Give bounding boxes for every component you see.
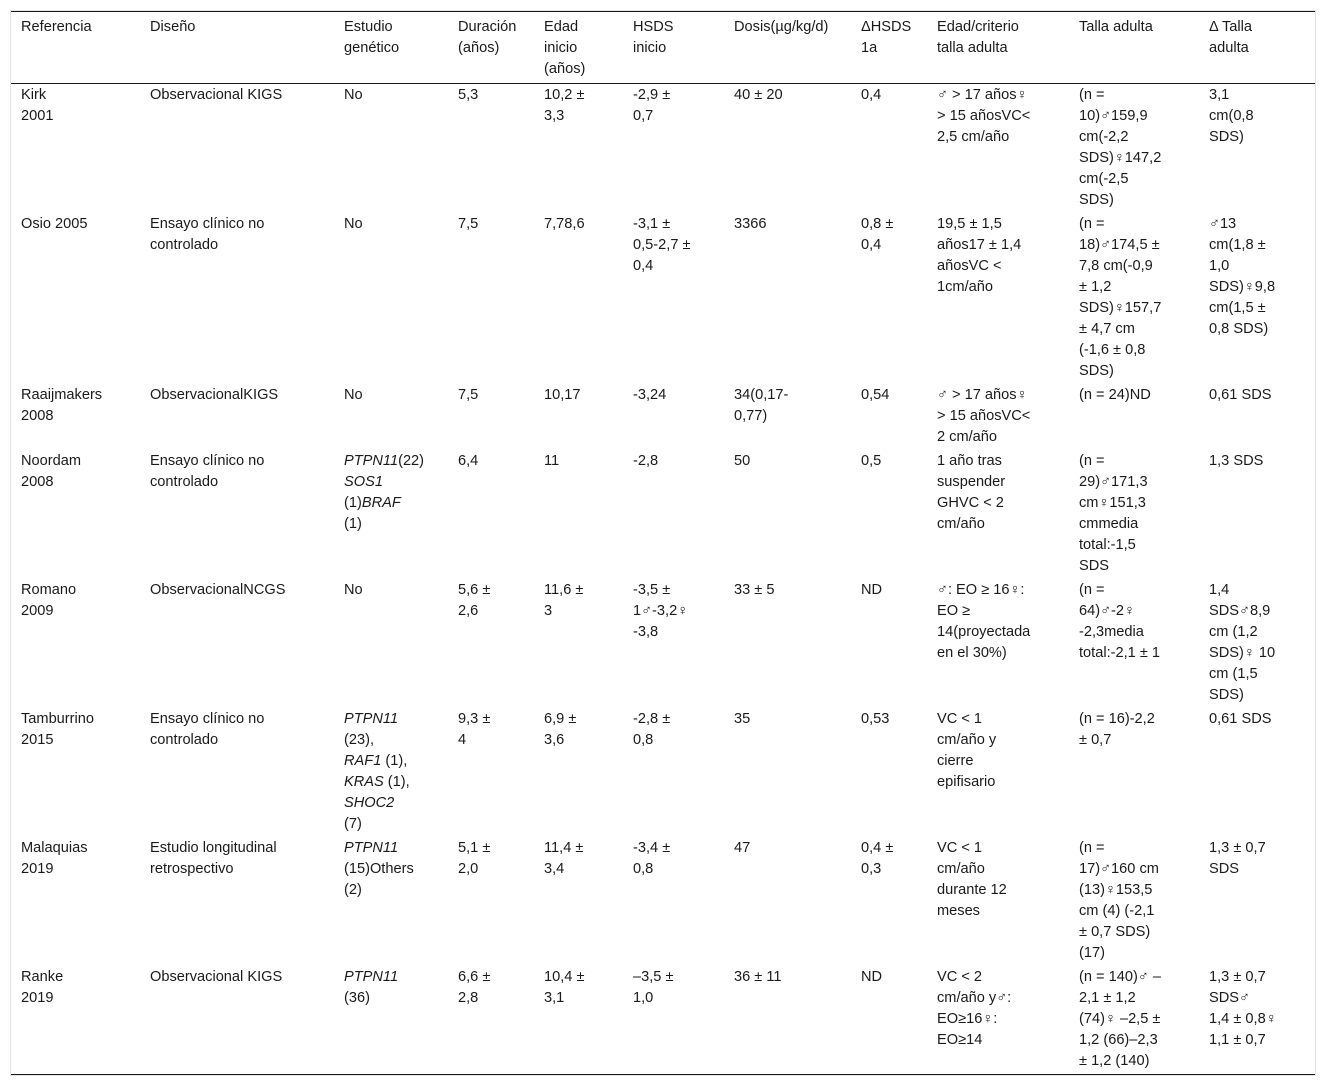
table-cell: VC < 2 cm/año y♂: EO≥16♀: EO≥14 xyxy=(927,966,1069,1075)
table-cell: 3366 xyxy=(734,216,767,232)
table-cell: No xyxy=(344,387,363,403)
table-cell: No xyxy=(344,216,363,232)
table-cell: (n = 17)♂160 cm (13)♀153,5 cm (4) (-2,1 ± 0,7 SDS) (17) xyxy=(1079,840,1159,961)
table-cell: ♂: EO ≥ 16♀: EO ≥ 14(proyectada en el 30%) xyxy=(937,582,1031,661)
gene-name: RAF1 xyxy=(344,753,382,769)
table-header xyxy=(11,12,1315,84)
table-cell: Observacional KIGS xyxy=(140,966,334,1075)
table-cell: 7,5 xyxy=(458,387,479,403)
table-cell: 7,78,6 xyxy=(544,216,585,232)
table-cell: 6,9 ± 3,6 xyxy=(544,711,577,748)
table-cell: Noordam 2008 xyxy=(21,453,82,490)
table-cell: 0,4 xyxy=(861,87,882,103)
table-row xyxy=(11,579,1315,708)
table-container xyxy=(10,10,1316,1076)
table-cell: Romano 2009 xyxy=(21,582,77,619)
table-cell: -2,8 xyxy=(633,453,659,469)
table-cell: Ensayo clínico no controlado xyxy=(150,711,265,748)
table-cell: 6,4 xyxy=(458,453,479,469)
table-cell: 5,3 xyxy=(458,87,479,103)
table-cell: (n = 24)ND xyxy=(1079,387,1151,403)
table-cell: 40 ± 20 xyxy=(734,87,783,103)
table-cell: 11,6 ± 3 xyxy=(544,582,584,619)
table-cell: 1,4 SDS♂8,9 cm (1,2 SDS)♀ 10 cm (1,5 SDS) xyxy=(1209,582,1276,703)
table-cell: (n = 10)♂159,9 cm(-2,2 SDS)♀147,2 cm(-2,5 SDS) xyxy=(1079,87,1162,208)
table-cell: PTPN11 (23), RAF1 (1), KRAS (1), SHOC2 (7) xyxy=(344,711,410,832)
table-cell: -3,4 ± 0,8 xyxy=(633,840,671,877)
table-cell: ♂ > 17 años♀ > 15 añosVC< 2,5 cm/año xyxy=(937,87,1031,145)
column-header: Edad/criterio talla adulta xyxy=(927,12,1069,84)
table-row xyxy=(11,84,1315,214)
table-cell: 35 xyxy=(734,711,751,727)
column-header: Edad inicio (años) xyxy=(534,12,623,84)
table-body xyxy=(11,84,1315,1075)
table-row xyxy=(11,708,1315,837)
table-cell: (n = 64)♂-2♀ -2,3media total:-2,1 ± 1 xyxy=(1079,582,1161,661)
table-cell: ♂ > 17 años♀ > 15 añosVC< 2 cm/año xyxy=(937,387,1031,445)
table-cell: No xyxy=(344,87,363,103)
table-cell: 0,61 SDS xyxy=(1209,711,1272,727)
column-header: Dosis(µg/kg/d) xyxy=(724,12,851,84)
header-row xyxy=(11,12,1315,84)
table-cell: -3,1 ± 0,5-2,7 ± 0,4 xyxy=(633,216,691,274)
column-header: Duración (años) xyxy=(448,12,534,84)
gene-name: PTPN11 xyxy=(344,969,399,985)
table-cell: VC < 1 cm/año durante 12 meses xyxy=(937,840,1007,919)
table-cell: Kirk 2001 xyxy=(21,87,54,124)
table-cell: 6,6 ± 2,8 xyxy=(448,966,534,1075)
column-header: Estudio genético xyxy=(334,12,448,84)
table-cell: (n = 29)♂171,3 cm♀151,3 cmmedia total:-1,5 SDS xyxy=(1079,453,1148,574)
table-cell: 5,6 ± 2,6 xyxy=(458,582,491,619)
table-cell: –3,5 ± 1,0 xyxy=(623,966,724,1075)
table-cell: 0,4 ± 0,3 xyxy=(861,840,894,877)
table-cell: Ranke 2019 xyxy=(11,966,140,1075)
column-header: ΔHSDS 1a xyxy=(851,12,927,84)
gene-name: SOS1 xyxy=(344,474,383,490)
table-cell: -2,8 ± 0,8 xyxy=(633,711,671,748)
table-cell: 1 año tras suspender GHVC < 2 cm/año xyxy=(937,453,1006,532)
gene-name: SHOC2 xyxy=(344,795,395,811)
table-cell: Estudio longitudinal retrospectivo xyxy=(150,840,277,877)
table-cell: ObservacionalKIGS xyxy=(150,387,279,403)
table-cell: Ensayo clínico no controlado xyxy=(150,216,265,253)
table-cell: PTPN11(22) SOS1 (1)BRAF (1) xyxy=(344,453,425,532)
table-cell: Osio 2005 xyxy=(21,216,88,232)
table-cell: 0,5 xyxy=(861,453,882,469)
table-row xyxy=(11,384,1315,450)
table-cell: Malaquias 2019 xyxy=(21,840,88,877)
table-cell: Ensayo clínico no controlado xyxy=(150,453,265,490)
table-cell: 3,1 cm(0,8 SDS) xyxy=(1209,87,1254,145)
table-cell: 34(0,17- 0,77) xyxy=(734,387,789,424)
table-cell: Observacional KIGS xyxy=(150,87,283,103)
table-cell: ObservacionalNCGS xyxy=(150,582,286,598)
gene-name: PTPN11 xyxy=(344,711,399,727)
table-cell: 0,53 xyxy=(861,711,890,727)
table-row xyxy=(11,450,1315,579)
table-cell: 7,5 xyxy=(458,216,479,232)
table-cell: (n = 16)-2,2 ± 0,7 xyxy=(1079,711,1155,748)
table-cell: 11 xyxy=(544,453,560,469)
table-cell: ♂13 cm(1,8 ± 1,0 SDS)♀9,8 cm(1,5 ± 0,8 SDS) xyxy=(1209,216,1276,337)
table-cell: -2,9 ± 0,7 xyxy=(633,87,671,124)
column-header: Talla adulta xyxy=(1069,12,1199,84)
table-cell: -3,5 ± 1♂-3,2♀ -3,8 xyxy=(633,582,689,640)
table-cell: 19,5 ± 1,5 años17 ± 1,4 añosVC < 1cm/año xyxy=(937,216,1022,295)
table-cell: Raaijmakers 2008 xyxy=(21,387,103,424)
table-cell: 47 xyxy=(734,840,751,856)
table-cell: 0,8 ± 0,4 xyxy=(861,216,894,253)
gene-name: KRAS xyxy=(344,774,384,790)
column-header: HSDS inicio xyxy=(623,12,724,84)
table-cell: 50 xyxy=(734,453,751,469)
table-cell: Tamburrino 2015 xyxy=(21,711,94,748)
table-cell: 5,1 ± 2,0 xyxy=(458,840,491,877)
column-header: Diseño xyxy=(140,12,334,84)
gene-name: PTPN11 xyxy=(344,453,399,469)
table-cell: 11,4 ± 3,4 xyxy=(544,840,584,877)
column-header: Referencia xyxy=(11,12,140,84)
table-cell: PTPN11 (36) xyxy=(334,966,448,1075)
gene-name: PTPN11 xyxy=(344,840,399,856)
table-cell: ND xyxy=(851,966,927,1075)
table-cell: 1,3 SDS xyxy=(1209,453,1264,469)
table-cell: 1,3 ± 0,7 SDS♂ 1,4 ± 0,8♀ 1,1 ± 0,7 xyxy=(1199,966,1315,1075)
table-cell: 0,61 SDS xyxy=(1209,387,1272,403)
gene-name: BRAF xyxy=(361,495,401,511)
table-cell: 0,54 xyxy=(861,387,890,403)
table-cell: 10,17 xyxy=(544,387,581,403)
table-cell: 1,3 ± 0,7 SDS xyxy=(1209,840,1266,877)
table-cell: 10,4 ± 3,1 xyxy=(534,966,623,1075)
table-cell: 33 ± 5 xyxy=(734,582,775,598)
data-table xyxy=(11,11,1315,1075)
table-cell: VC < 1 cm/año y cierre epifisario xyxy=(937,711,997,790)
table-cell: No xyxy=(344,582,363,598)
table-cell: ND xyxy=(861,582,883,598)
table-cell: 10,2 ± 3,3 xyxy=(544,87,585,124)
table-row xyxy=(11,966,1315,1075)
table-cell: 36 ± 11 xyxy=(724,966,851,1075)
table-cell: PTPN11 (15)Others (2) xyxy=(344,840,414,898)
table-row xyxy=(11,213,1315,384)
table-cell: -3,24 xyxy=(633,387,667,403)
table-cell: (n = 140)♂ – 2,1 ± 1,2 (74)♀ –2,5 ± 1,2 (66)–2,3 ± 1,2 (140) xyxy=(1069,966,1199,1075)
table-row xyxy=(11,837,1315,966)
table-cell: 9,3 ± 4 xyxy=(458,711,491,748)
column-header: Δ Talla adulta xyxy=(1199,12,1315,84)
table-cell: (n = 18)♂174,5 ± 7,8 cm(-0,9 ± 1,2 SDS)♀157,7 ± 4,7 cm (-1,6 ± 0,8 SDS) xyxy=(1079,216,1162,379)
